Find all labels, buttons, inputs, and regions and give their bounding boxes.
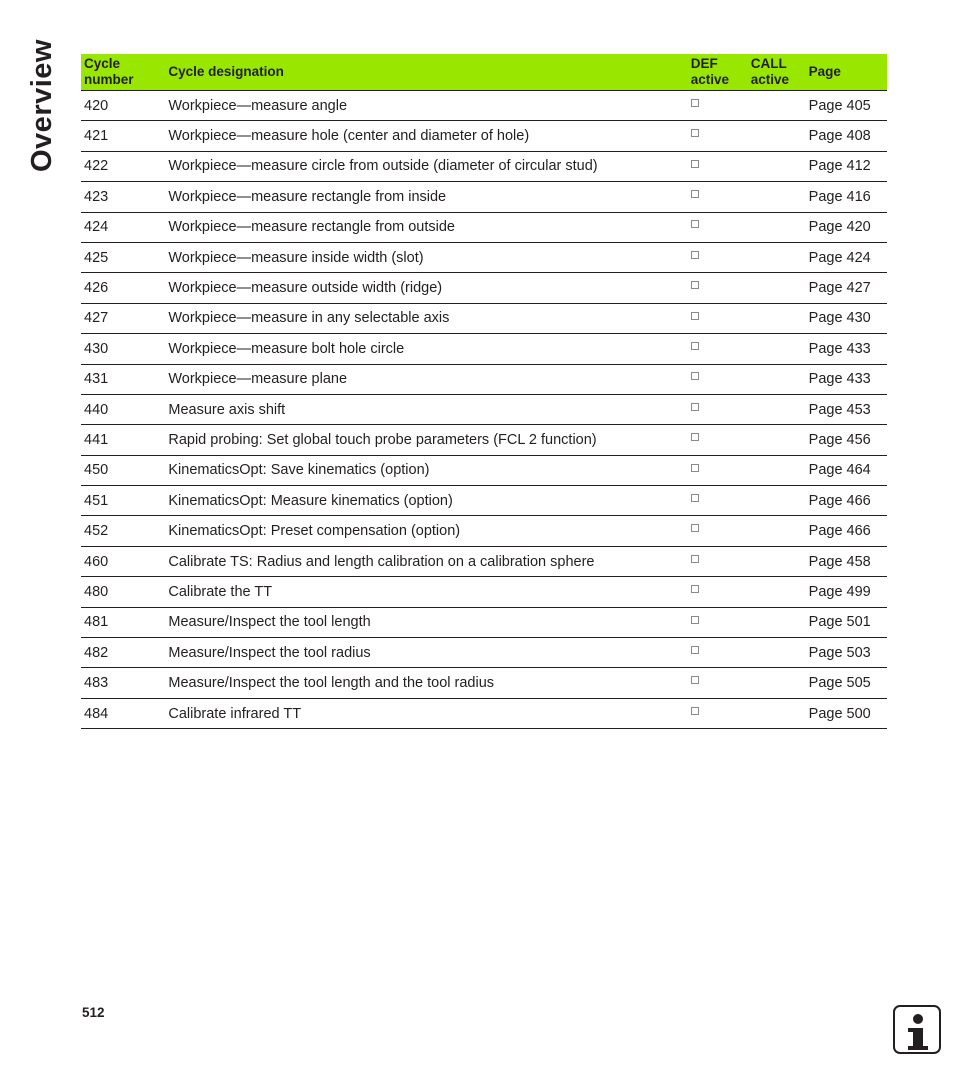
table-row (81, 121, 887, 151)
def-active-marker-icon (691, 342, 699, 350)
cycle-designation-cell: Workpiece—measure in any selectable axis (165, 303, 687, 333)
table-row (81, 455, 887, 485)
cycle-designation-cell: Workpiece—measure outside width (ridge) (165, 273, 687, 303)
def-active-marker-icon (691, 555, 699, 563)
cycle-number-cell: 421 (81, 121, 165, 151)
cycle-number-cell: 450 (81, 455, 165, 485)
def-active-cell (688, 425, 748, 455)
def-active-cell (688, 486, 748, 516)
cycle-designation-cell: Workpiece—measure rectangle from inside (165, 182, 687, 212)
call-active-cell (748, 394, 806, 424)
cycle-number-cell: 422 (81, 151, 165, 181)
cycle-number-cell: 480 (81, 577, 165, 607)
page-number: 512 (82, 1005, 105, 1020)
call-active-cell (748, 151, 806, 181)
page-reference-cell: Page 416 (806, 182, 887, 212)
def-active-cell (688, 121, 748, 151)
page-reference-cell: Page 433 (806, 334, 887, 364)
cycle-number-cell: 452 (81, 516, 165, 546)
def-active-cell (688, 698, 748, 728)
page-reference-cell: Page 412 (806, 151, 887, 181)
call-active-cell (748, 486, 806, 516)
call-active-cell (748, 364, 806, 394)
def-active-marker-icon (691, 403, 699, 411)
call-active-cell (748, 273, 806, 303)
section-title: Overview (26, 39, 58, 172)
table-row (81, 668, 887, 698)
table-row (81, 425, 887, 455)
call-active-cell (748, 455, 806, 485)
call-active-cell (748, 242, 806, 272)
def-active-marker-icon (691, 99, 699, 107)
cycle-number-cell: 481 (81, 607, 165, 637)
def-active-marker-icon (691, 585, 699, 593)
def-active-cell (688, 394, 748, 424)
table-header-row (81, 54, 887, 91)
cycle-designation-cell: Workpiece—measure circle from outside (diameter of circular stud) (165, 151, 687, 181)
table-row (81, 242, 887, 272)
call-active-cell (748, 121, 806, 151)
def-active-cell (688, 91, 748, 121)
cycle-designation-cell: Measure/Inspect the tool radius (165, 638, 687, 668)
def-active-marker-icon (691, 464, 699, 472)
page-reference-cell: Page 466 (806, 516, 887, 546)
cycle-number-cell: 425 (81, 242, 165, 272)
table-row (81, 303, 887, 333)
def-active-marker-icon (691, 372, 699, 380)
def-active-marker-icon (691, 129, 699, 137)
def-active-marker-icon (691, 160, 699, 168)
def-active-marker-icon (691, 676, 699, 684)
page-reference-cell: Page 466 (806, 486, 887, 516)
cycle-designation-cell: Workpiece—measure rectangle from outside (165, 212, 687, 242)
call-active-cell (748, 698, 806, 728)
call-active-cell (748, 334, 806, 364)
page-reference-cell: Page 430 (806, 303, 887, 333)
header-cycle-designation: Cycle designation (165, 54, 687, 91)
def-active-marker-icon (691, 616, 699, 624)
cycle-number-cell: 441 (81, 425, 165, 455)
cycle-designation-cell: Workpiece—measure angle (165, 91, 687, 121)
header-call-active-label: CALL active (750, 56, 790, 87)
table-row (81, 182, 887, 212)
table-row (81, 364, 887, 394)
header-cycle-number (81, 54, 165, 91)
def-active-marker-icon (691, 646, 699, 654)
table-body (81, 91, 887, 729)
table-row (81, 394, 887, 424)
cycle-number-cell: 482 (81, 638, 165, 668)
cycle-designation-cell: Workpiece—measure plane (165, 364, 687, 394)
cycle-number-cell: 430 (81, 334, 165, 364)
page-reference-cell: Page 464 (806, 455, 887, 485)
cycle-designation-cell: Workpiece—measure inside width (slot) (165, 242, 687, 272)
page-reference-cell: Page 505 (806, 668, 887, 698)
def-active-marker-icon (691, 707, 699, 715)
def-active-cell (688, 607, 748, 637)
def-active-cell (688, 546, 748, 576)
page-reference-cell: Page 405 (806, 91, 887, 121)
call-active-cell (748, 516, 806, 546)
table-row (81, 151, 887, 181)
def-active-cell (688, 182, 748, 212)
call-active-cell (748, 91, 806, 121)
cycle-number-cell: 484 (81, 698, 165, 728)
call-active-cell (748, 212, 806, 242)
def-active-marker-icon (691, 312, 699, 320)
call-active-cell (748, 425, 806, 455)
cycle-designation-cell: Workpiece—measure hole (center and diameter of hole) (165, 121, 687, 151)
def-active-cell (688, 242, 748, 272)
header-def-active-label: DEF active (690, 56, 730, 87)
table-row (81, 607, 887, 637)
page-reference-cell: Page 433 (806, 364, 887, 394)
def-active-marker-icon (691, 251, 699, 259)
def-active-marker-icon (691, 220, 699, 228)
info-icon-dot (913, 1014, 923, 1024)
table-row (81, 546, 887, 576)
def-active-cell (688, 334, 748, 364)
header-cycle-number-label: Cycle number (84, 56, 134, 87)
cycle-number-cell: 426 (81, 273, 165, 303)
table-row (81, 577, 887, 607)
call-active-cell (748, 303, 806, 333)
page-reference-cell: Page 420 (806, 212, 887, 242)
def-active-marker-icon (691, 494, 699, 502)
table-row (81, 486, 887, 516)
call-active-cell (748, 577, 806, 607)
table-row (81, 273, 887, 303)
call-active-cell (748, 182, 806, 212)
header-page: Page (806, 54, 887, 91)
cycle-designation-cell: KinematicsOpt: Preset compensation (option) (165, 516, 687, 546)
table-row (81, 91, 887, 121)
def-active-marker-icon (691, 433, 699, 441)
cycle-number-cell: 460 (81, 546, 165, 576)
cycle-designation-cell: KinematicsOpt: Measure kinematics (option) (165, 486, 687, 516)
header-def-active (688, 54, 748, 91)
def-active-marker-icon (691, 190, 699, 198)
page-reference-cell: Page 424 (806, 242, 887, 272)
page-reference-cell: Page 499 (806, 577, 887, 607)
header-call-active (748, 54, 806, 91)
cycle-number-cell: 424 (81, 212, 165, 242)
page-reference-cell: Page 456 (806, 425, 887, 455)
def-active-cell (688, 303, 748, 333)
def-active-cell (688, 455, 748, 485)
call-active-cell (748, 638, 806, 668)
page-reference-cell: Page 503 (806, 638, 887, 668)
call-active-cell (748, 607, 806, 637)
def-active-cell (688, 668, 748, 698)
cycle-designation-cell: Workpiece—measure bolt hole circle (165, 334, 687, 364)
page-reference-cell: Page 453 (806, 394, 887, 424)
def-active-cell (688, 364, 748, 394)
cycle-designation-cell: Calibrate the TT (165, 577, 687, 607)
def-active-cell (688, 151, 748, 181)
def-active-cell (688, 577, 748, 607)
def-active-cell (688, 516, 748, 546)
cycle-number-cell: 420 (81, 91, 165, 121)
table-row (81, 638, 887, 668)
cycle-designation-cell: Calibrate infrared TT (165, 698, 687, 728)
cycle-number-cell: 451 (81, 486, 165, 516)
cycle-designation-cell: Measure/Inspect the tool length (165, 607, 687, 637)
cycle-designation-cell: Rapid probing: Set global touch probe parameters (FCL 2 function) (165, 425, 687, 455)
page-reference-cell: Page 408 (806, 121, 887, 151)
table-row (81, 698, 887, 728)
cycle-number-cell: 431 (81, 364, 165, 394)
cycle-number-cell: 483 (81, 668, 165, 698)
cycle-designation-cell: KinematicsOpt: Save kinematics (option) (165, 455, 687, 485)
info-icon-serif-bottom (908, 1046, 928, 1050)
cycle-number-cell: 423 (81, 182, 165, 212)
cycle-number-cell: 427 (81, 303, 165, 333)
cycles-table (81, 54, 887, 729)
cycle-designation-cell: Calibrate TS: Radius and length calibration on a calibration sphere (165, 546, 687, 576)
table-row (81, 334, 887, 364)
page-reference-cell: Page 427 (806, 273, 887, 303)
def-active-cell (688, 273, 748, 303)
cycle-designation-cell: Measure/Inspect the tool length and the tool radius (165, 668, 687, 698)
page-reference-cell: Page 500 (806, 698, 887, 728)
page-reference-cell: Page 458 (806, 546, 887, 576)
info-icon (893, 1005, 941, 1054)
def-active-cell (688, 638, 748, 668)
table-row (81, 516, 887, 546)
call-active-cell (748, 668, 806, 698)
def-active-marker-icon (691, 524, 699, 532)
cycle-designation-cell: Measure axis shift (165, 394, 687, 424)
page-reference-cell: Page 501 (806, 607, 887, 637)
table-row (81, 212, 887, 242)
cycle-number-cell: 440 (81, 394, 165, 424)
def-active-marker-icon (691, 281, 699, 289)
def-active-cell (688, 212, 748, 242)
call-active-cell (748, 546, 806, 576)
